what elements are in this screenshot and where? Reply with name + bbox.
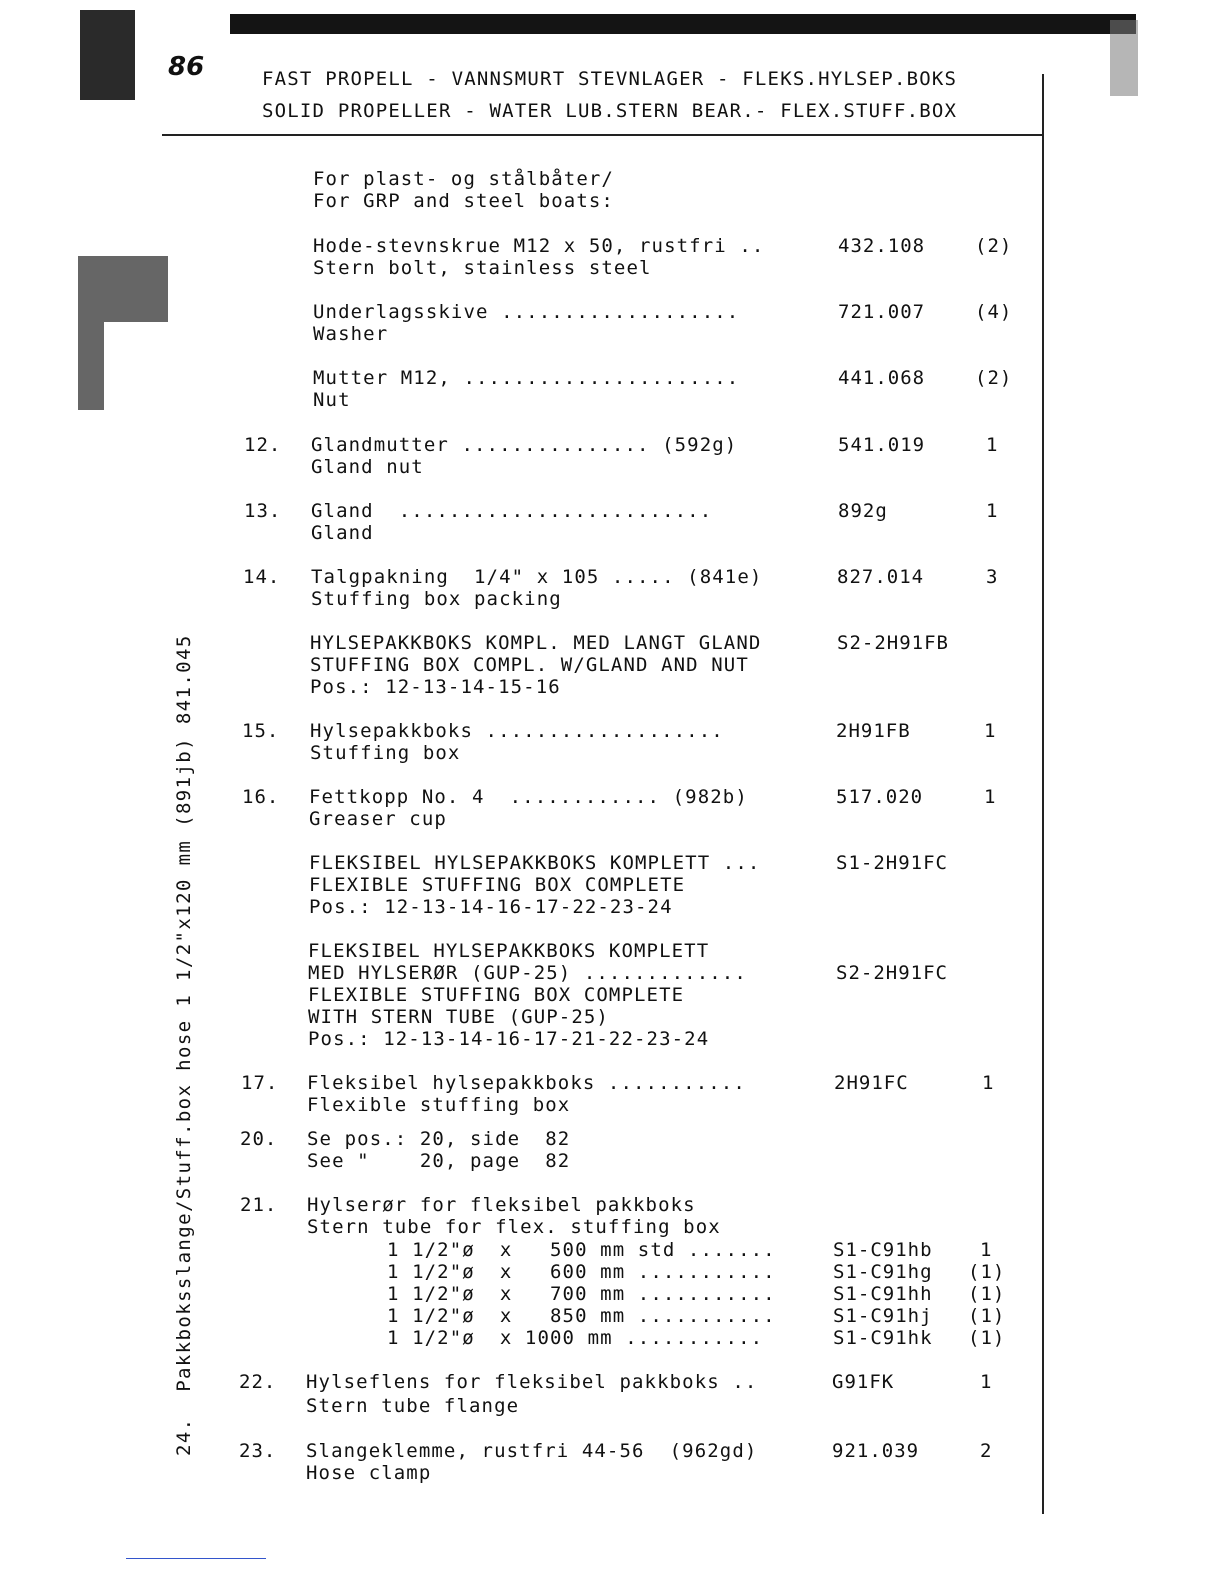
item-desc-no: Hode-stevnskrue M12 x 50, rustfri .. bbox=[313, 235, 765, 257]
quantity: 1 bbox=[982, 1072, 995, 1094]
item-desc-en: STUFFING BOX COMPL. W/GLAND AND NUT bbox=[310, 654, 749, 676]
position-number: 22. bbox=[239, 1371, 277, 1393]
intro-line-2: For GRP and steel boats: bbox=[313, 190, 614, 212]
part-number: S1-C91hg bbox=[833, 1261, 933, 1283]
header-rule bbox=[162, 134, 1044, 136]
item-positions: Pos.: 12-13-14-16-17-21-22-23-24 bbox=[308, 1028, 710, 1050]
item-desc-no: Underlagsskive ................... bbox=[313, 301, 740, 323]
position-number: 12. bbox=[244, 434, 282, 456]
position-number: 15. bbox=[242, 720, 280, 742]
quantity: (1) bbox=[968, 1327, 1006, 1349]
scan-right-smudge bbox=[1110, 20, 1138, 96]
quantity: (2) bbox=[975, 235, 1013, 257]
scan-left-block-cutout bbox=[104, 322, 168, 412]
position-number: 20. bbox=[240, 1128, 278, 1150]
item-positions: Pos.: 12-13-14-16-17-22-23-24 bbox=[309, 896, 673, 918]
quantity: (1) bbox=[968, 1283, 1006, 1305]
page-number: 86 bbox=[168, 52, 205, 82]
tube-size-desc: 1 1/2"ø x 850 mm ........... bbox=[387, 1305, 776, 1327]
scan-bottom-line bbox=[126, 1558, 266, 1559]
part-number: 721.007 bbox=[838, 301, 926, 323]
item-desc-en: Stuffing box bbox=[310, 742, 461, 764]
item-desc-en: Stuffing box packing bbox=[311, 588, 562, 610]
item-desc-en: FLEXIBLE STUFFING BOX COMPLETE bbox=[309, 874, 686, 896]
quantity: (1) bbox=[968, 1305, 1006, 1327]
quantity: (1) bbox=[968, 1261, 1006, 1283]
tube-size-desc: 1 1/2"ø x 1000 mm ........... bbox=[387, 1327, 764, 1349]
quantity: 2 bbox=[980, 1440, 993, 1462]
part-number: G91FK bbox=[832, 1371, 895, 1393]
item-positions: Pos.: 12-13-14-15-16 bbox=[310, 676, 561, 698]
item-desc-no: Slangeklemme, rustfri 44-56 (962gd) bbox=[306, 1440, 758, 1462]
scan-top-bar bbox=[230, 14, 1136, 34]
quantity: 1 bbox=[986, 500, 999, 522]
position-number: 23. bbox=[239, 1440, 277, 1462]
item-desc-no: Hylserør for fleksibel pakkboks bbox=[307, 1194, 696, 1216]
side-label: 24. Pakkboksslange/Stuff.box hose 1 1/2"x120 mm (891jb) 841.045 bbox=[173, 634, 195, 1456]
tube-size-desc: 1 1/2"ø x 500 mm std ....... bbox=[387, 1239, 776, 1261]
quantity: 1 bbox=[986, 434, 999, 456]
scan-corner-mark bbox=[80, 10, 135, 100]
position-number: 14. bbox=[243, 566, 281, 588]
item-desc-no: Mutter M12, ...................... bbox=[313, 367, 740, 389]
item-desc-en: Greaser cup bbox=[309, 808, 447, 830]
item-desc-no: FLEKSIBEL HYLSEPAKKBOKS KOMPLETT bbox=[308, 940, 710, 962]
part-number: 827.014 bbox=[837, 566, 925, 588]
part-number: 441.068 bbox=[838, 367, 926, 389]
part-number: 432.108 bbox=[838, 235, 926, 257]
part-number: S2-2H91FC bbox=[836, 962, 948, 984]
part-number: S1-C91hh bbox=[833, 1283, 933, 1305]
item-desc-no: FLEKSIBEL HYLSEPAKKBOKS KOMPLETT ... bbox=[309, 852, 761, 874]
right-margin-rule bbox=[1042, 74, 1044, 1514]
part-number: 921.039 bbox=[832, 1440, 920, 1462]
quantity: (2) bbox=[975, 367, 1013, 389]
part-number: 892g bbox=[838, 500, 888, 522]
item-desc-no: Se pos.: 20, side 82 bbox=[307, 1128, 571, 1150]
item-desc-en: FLEXIBLE STUFFING BOX COMPLETE bbox=[308, 984, 685, 1006]
position-number: 17. bbox=[241, 1072, 279, 1094]
header-title-english: SOLID PROPELLER - WATER LUB.STERN BEAR.- FLEX.STUFF.BOX bbox=[262, 100, 958, 122]
item-desc-no-2: MED HYLSERØR (GUP-25) ............. bbox=[308, 962, 747, 984]
part-number: 517.020 bbox=[836, 786, 924, 808]
item-desc-no: Talgpakning 1/4" x 105 ..... (841e) bbox=[311, 566, 763, 588]
quantity: 1 bbox=[980, 1371, 993, 1393]
position-number: 21. bbox=[240, 1194, 278, 1216]
tube-size-desc: 1 1/2"ø x 700 mm ........... bbox=[387, 1283, 776, 1305]
item-desc-no: Gland ......................... bbox=[311, 500, 713, 522]
part-number: S1-C91hk bbox=[833, 1327, 933, 1349]
item-desc-no: Fettkopp No. 4 ............ (982b) bbox=[309, 786, 748, 808]
quantity: (4) bbox=[975, 301, 1013, 323]
part-number: S1-C91hb bbox=[833, 1239, 933, 1261]
item-desc-no: Hylseflens for fleksibel pakkboks .. bbox=[306, 1371, 758, 1393]
tube-size-desc: 1 1/2"ø x 600 mm ........... bbox=[387, 1261, 776, 1283]
item-desc-en-2: WITH STERN TUBE (GUP-25) bbox=[308, 1006, 609, 1028]
item-desc-en: Stern tube for flex. stuffing box bbox=[307, 1216, 721, 1238]
item-desc-no: Hylsepakkboks ................... bbox=[310, 720, 724, 742]
item-desc-no: HYLSEPAKKBOKS KOMPL. MED LANGT GLAND bbox=[310, 632, 762, 654]
item-desc-en: Washer bbox=[313, 323, 389, 345]
quantity: 1 bbox=[980, 1239, 993, 1261]
item-desc-no: Glandmutter ............... (592g) bbox=[311, 434, 738, 456]
item-desc-en: Flexible stuffing box bbox=[307, 1094, 571, 1116]
item-desc-en: See " 20, page 82 bbox=[307, 1150, 571, 1172]
position-number: 16. bbox=[242, 786, 280, 808]
item-desc-en: Stern tube flange bbox=[306, 1395, 520, 1417]
item-desc-en: Gland bbox=[311, 522, 374, 544]
part-number: S2-2H91FB bbox=[837, 632, 949, 654]
item-desc-en: Gland nut bbox=[311, 456, 424, 478]
quantity: 1 bbox=[984, 720, 997, 742]
position-number: 13. bbox=[244, 500, 282, 522]
item-desc-en: Hose clamp bbox=[306, 1462, 432, 1484]
quantity: 1 bbox=[984, 786, 997, 808]
item-desc-en: Nut bbox=[313, 389, 351, 411]
header-title-norwegian: FAST PROPELL - VANNSMURT STEVNLAGER - FLEKS.HYLSEP.BOKS bbox=[262, 68, 958, 90]
part-number: S1-C91hj bbox=[833, 1305, 933, 1327]
part-number: 2H91FB bbox=[836, 720, 911, 742]
part-number: 541.019 bbox=[838, 434, 926, 456]
item-desc-no: Fleksibel hylsepakkboks ........... bbox=[307, 1072, 746, 1094]
quantity: 3 bbox=[986, 566, 999, 588]
part-number: S1-2H91FC bbox=[836, 852, 948, 874]
item-desc-en: Stern bolt, stainless steel bbox=[313, 257, 652, 279]
part-number: 2H91FC bbox=[834, 1072, 909, 1094]
intro-line-1: For plast- og stålbåter/ bbox=[313, 168, 614, 190]
